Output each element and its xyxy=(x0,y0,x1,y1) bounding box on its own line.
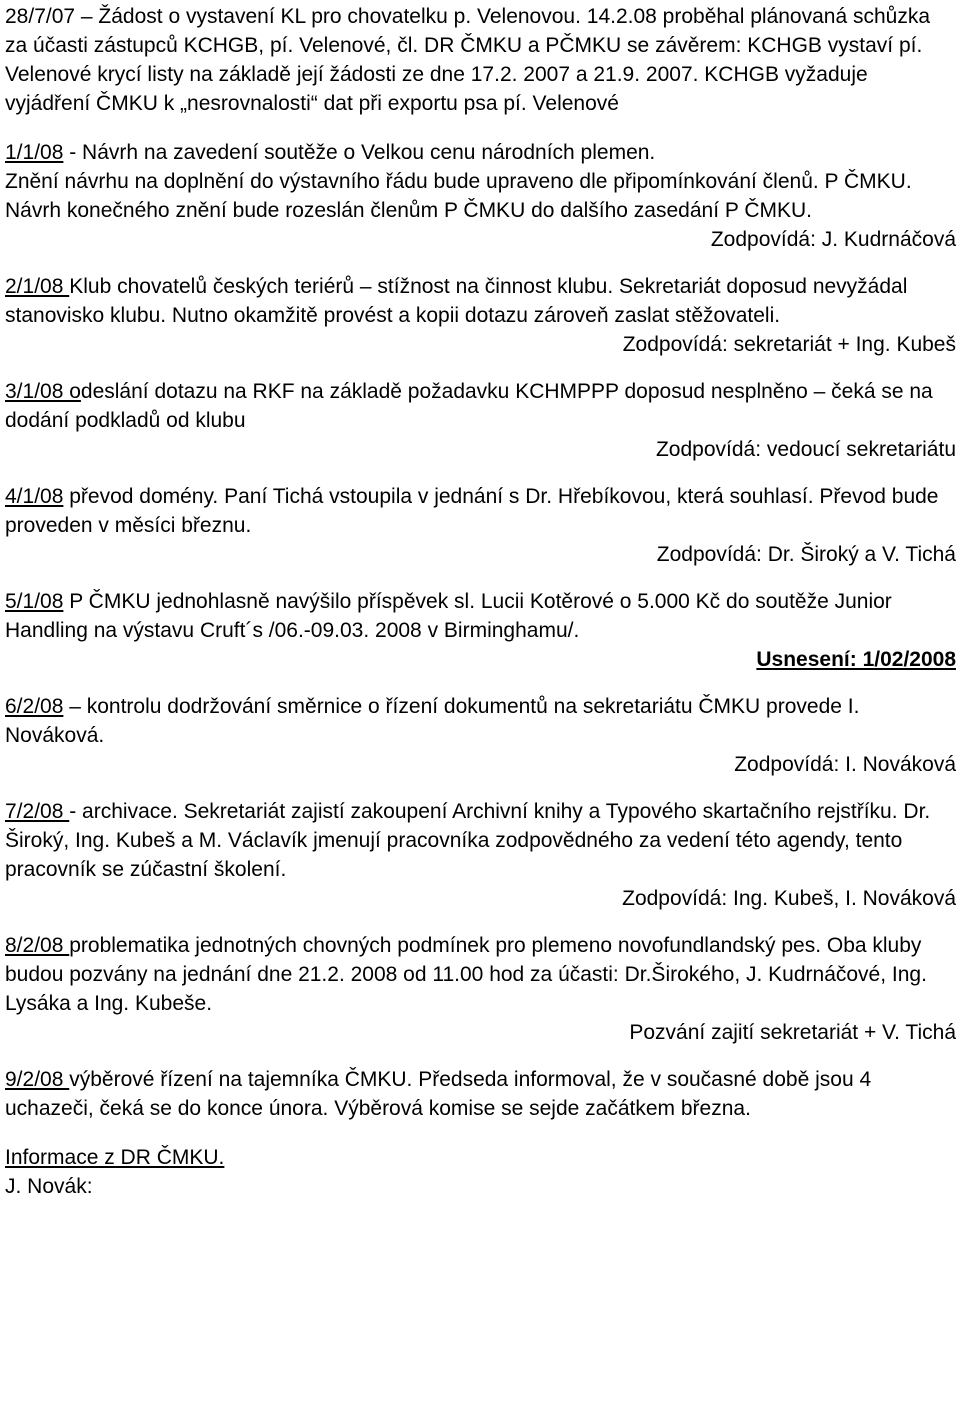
item-text-block xyxy=(5,692,956,750)
item-text: problematika jednotných chovných podmínek pro plemeno novofundlandský pes. Oba kluby budou pozvány na jednání dne 21.2. 2008 od 11.00 hod za účasti: Dr.Širokého, J. Kudrnáčové, Ing. Lysáka a Ing. Kubeše. xyxy=(5,934,927,1015)
item-text-block xyxy=(5,587,956,645)
item-text: Klub chovatelů českých teriérů – stížnost na činnost klubu. Sekretariát doposud nevyžádal stanovisko klubu. Nutno okamžitě provést a kopii dotazu zároveň zaslat stěžovateli. xyxy=(5,275,908,327)
responsible-person: Zodpovídá: vedoucí sekretariátu xyxy=(655,438,956,461)
agenda-item-6-2-08 xyxy=(5,692,956,779)
item-text-block xyxy=(5,272,956,330)
responsible-person: Zodpovídá: I. Nováková xyxy=(734,753,956,776)
item-text: výběrové řízení na tajemníka ČMKU. Předseda informoval, že v současné době jsou 4 uchazeči, čeká se do konce února. Výběrová komise se sejde začátkem března. xyxy=(5,1068,872,1120)
section-heading xyxy=(5,1143,956,1172)
section-heading-text: Informace z DR ČMKU. xyxy=(5,1146,225,1169)
item-text: P ČMKU jednohlasně navýšilo příspěvek sl. Lucii Kotěrové o 5.000 Kč do soutěže Junior Handling na výstavu Cruft´s /06.-09.03. 2008 v Birminghamu/. xyxy=(5,590,892,642)
section-author: J. Novák: xyxy=(5,1175,93,1198)
item-text-block xyxy=(5,1065,956,1123)
agenda-item-8-2-08 xyxy=(5,931,956,1047)
item-title xyxy=(5,138,956,167)
agenda-item-4-1-08 xyxy=(5,482,956,569)
resolution-number xyxy=(5,645,956,674)
item-text: – kontrolu dodržování směrnice o řízení dokumentů na sekretariátu ČMKU provede I. Nováková. xyxy=(5,695,860,747)
item-text: deslání dotazu na RKF na základě požadavku KCHMPPP doposud nesplněno – čeká se na dodání podkladů od klubu xyxy=(5,380,933,432)
item-text-block xyxy=(5,482,956,540)
item-ref: 6/2/08 xyxy=(5,695,64,718)
item-title-text: - Návrh na zavedení soutěže o Velkou cenu národních plemen. xyxy=(63,141,656,164)
item-ref: 3/1/08 o xyxy=(5,380,81,403)
agenda-item-5-1-08 xyxy=(5,587,956,674)
responsible-person: Zodpovídá: sekretariát + Ing. Kubeš xyxy=(622,333,956,356)
item-ref: 1/1/08 xyxy=(5,141,64,164)
item-kl-request: 28/7/07 – Žádost o vystavení KL pro chovatelku p. Velenovou. 14.2.08 proběhal plánovaná schůzka za účasti zástupců KCHGB, pí. Velenové, čl. DR ČMKU a PČMKU se závěrem: KCHGB vystaví pí. Velenové krycí listy na základě její žádosti ze dne 17.2. 2007 a 21.9. 2007. KCHGB vyžaduje vyjádření ČMKU k „nesrovnalosti“ dat při exportu psa pí. Velenové xyxy=(5,5,931,115)
item-ref: 5/1/08 xyxy=(5,590,64,613)
section-dr-cmku xyxy=(5,1143,956,1201)
item-text: převod domény. Paní Tichá vstoupila v jednání s Dr. Hřebíkovou, která souhlasí. Převod bude proveden v měsíci březnu. xyxy=(5,485,939,537)
agenda-item-1-1-08 xyxy=(5,138,956,254)
item-ref: 8/2/08 xyxy=(5,934,70,957)
item-text-block xyxy=(5,931,956,1018)
item-text: Znění návrhu na doplnění do výstavního řádu bude upraveno dle připomínkování členů. P ČMKU. Návrh konečného znění bude rozeslán členům P ČMKU do dalšího zasedání P ČMKU. xyxy=(5,170,912,222)
responsible-person: Pozvání zajití sekretariát + V. Tichá xyxy=(629,1021,956,1044)
item-ref: 4/1/08 xyxy=(5,485,64,508)
agenda-item-9-2-08 xyxy=(5,1065,956,1123)
responsible-person: Zodpovídá: J. Kudrnáčová xyxy=(710,228,956,251)
item-ref: 2/1/08 xyxy=(5,275,70,298)
item-ref: 9/2/08 xyxy=(5,1068,70,1091)
item-text: - archivace. Sekretariát zajistí zakoupení Archivní knihy a Typového skartačního rejstříku. Dr. Široký, Ing. Kubeš a M. Václavík jmenují pracovníka zodpovědného za vedení této agendy, tento pracovník se zúčastní školení. xyxy=(5,800,931,881)
agenda-item-3-1-08 xyxy=(5,377,956,464)
responsible-person: Zodpovídá: Ing. Kubeš, I. Nováková xyxy=(622,887,956,910)
item-text-block xyxy=(5,797,956,884)
resolution-label: Usnesení: 1/02/2008 xyxy=(756,648,956,671)
item-ref: 7/2/08 xyxy=(5,800,70,823)
agenda-item-2-1-08 xyxy=(5,272,956,359)
agenda-item-7-2-08 xyxy=(5,797,956,913)
item-text-block xyxy=(5,377,956,435)
responsible-person: Zodpovídá: Dr. Široký a V. Tichá xyxy=(656,543,956,566)
